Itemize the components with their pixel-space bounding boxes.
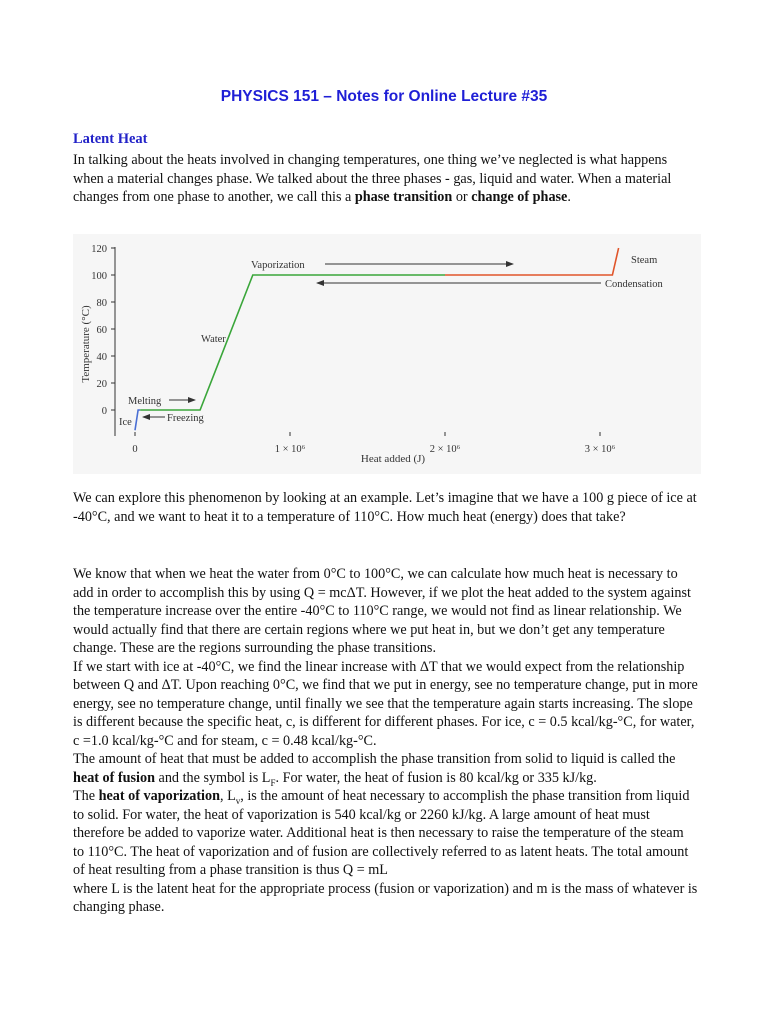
phase-transition-term: phase transition [354, 189, 453, 205]
annotation-condensation: Condensation [605, 279, 663, 290]
y-tick-label-80: 80 [96, 298, 107, 309]
annotation-ice: Ice [119, 417, 132, 428]
change-of-phase-term: change of phase [471, 189, 568, 205]
y-tick-label-120: 120 [91, 244, 107, 255]
y-tick-label-40: 40 [96, 352, 107, 363]
y-tick-label-100: 100 [91, 271, 107, 282]
y-tick-label-0: 0 [101, 406, 107, 417]
x-tick-label-2: 2 × 10⁶ [429, 444, 461, 455]
x-tick-label-3: 3 × 10⁶ [584, 444, 616, 455]
y-tick-label-20: 20 [96, 379, 107, 390]
series-steam-line [445, 248, 619, 275]
section-heading: Latent Heat [73, 131, 148, 147]
example-paragraph: We can explore this phenomenon by looking at an example. Let’s imagine that we have a 100 g piece of ice at -40°C, and we want to heat it to a temperature of 110°C. How much heat (energy) does that take? [73, 490, 697, 525]
x-tick-label-0: 0 [132, 444, 138, 455]
y-axis-label: Temperature (°C) [80, 305, 92, 383]
heating-curve-chart [73, 234, 701, 474]
intro-paragraph: In talking about the heats involved in changing temperatures, one thing we’ve neglected is what happens when a material changes phase. We talked about the three phases - gas, liquid and water. When a material changes from one phase to another, we call this a phase transition or change of phase. [73, 152, 672, 205]
x-tick-label-1: 1 × 10⁶ [274, 444, 306, 455]
explanation-paragraph: We know that when we heat the water from 0°C to 100°C, we can calculate how much heat is necessary to add in order to accomplish this by using Q = mcΔT. However, if we plot the heat added to the system against the temperature increase over the entire -40°C to 110°C range, we would not find as linear relationship. We would actually find that there are certain regions where we put heat in, but we don’t get any temperature change. These are the regions surrounding the phase transitions. If we start with ice at -40°C, we find the linear increase with ΔT that we would expect from the relationship between Q and ΔT. Upon reaching 0°C, we find that we put in energy, see no temperature change, put in more energy, see no temperature change, until finally we see that the temperature again starts increasing. The slope is different because the specific heat, c, is different for different phases. For ice, c = 0.5 kcal/kg-°C, for water, c =1.0 kcal/kg-°C and for steam, c = 0.48 kcal/kg-°C. The amount of heat that must be added to accomplish the phase transition from solid to liquid is called the heat of fusion and the symbol is $L_F$. For water, the heat of fusion is 80 kcal/kg or 335 kJ/kg. The heat of vaporization, $L_v$, is the amount of heat necessary to accomplish the phase transition from liquid to solid. For water, the heat of vaporization is 540 kcal/kg or 2260 kJ/kg. A large amount of heat must therefore be added to vaporize water. Additional heat is then necessary to raise the temperature of the steam to 110°C. The heat of vaporization and of fusion are collectively referred to as latent heats. The total amount of heat resulting from a phase transition is thus Q = mL where L is the latent heat for the appropriate process (fusion or vaporization) and m is the mass of whatever is changing phase. [73, 566, 698, 915]
annotation-water: Water [201, 334, 226, 345]
annotation-melting: Melting [128, 396, 162, 407]
heat-of-fusion-term: heat of fusion [73, 769, 155, 786]
heating-curve-figure [73, 234, 701, 474]
annotation-vaporization: Vaporization [251, 260, 305, 271]
heat-of-vaporization-term: heat of vaporization [98, 788, 220, 804]
annotation-steam: Steam [631, 255, 658, 266]
y-tick-label-60: 60 [96, 325, 107, 336]
x-axis-label: Heat added (J) [360, 453, 426, 465]
series-water-line [140, 275, 445, 410]
page-title: PHYSICS 151 – Notes for Online Lecture #35 [220, 88, 548, 105]
series-ice-line [135, 410, 140, 430]
annotation-freezing: Freezing [167, 413, 204, 424]
